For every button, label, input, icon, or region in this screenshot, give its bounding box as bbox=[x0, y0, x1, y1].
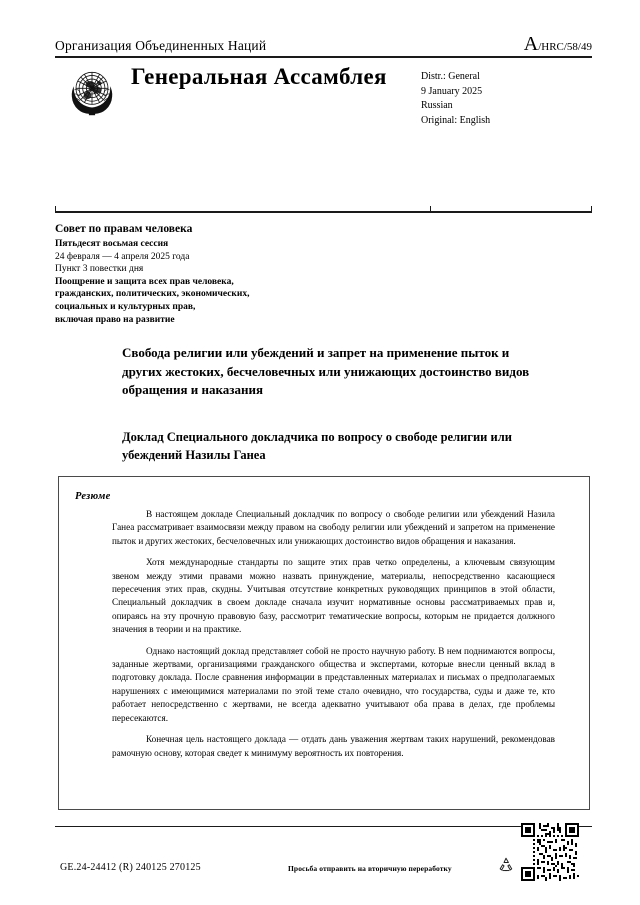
report-main-title: Свобода религии или убеждений и запрет на применение пыток и других жестоких, бесчеловечных или унижающих достоинство видов обращения и наказания bbox=[122, 345, 530, 397]
distribution-type: Distr.: General bbox=[421, 71, 480, 82]
agenda-item: Пункт 3 повестки дня bbox=[55, 264, 144, 275]
un-emblem-icon bbox=[61, 64, 123, 122]
summary-paragraph-1: В настоящем докладе Специальный докладчик по вопросу о свободе религии или убеждений Назила Ганеа рассматривает взаимосвязи между правом на свободу религии или убеждений и запретом на применение пыток и других жестоких, бесчеловечных или унижающих достоинство видов обращения и наказания. bbox=[112, 509, 555, 546]
session-dates: 24 февраля — 4 апреля 2025 года bbox=[55, 251, 190, 262]
session-divider bbox=[55, 211, 592, 213]
distribution-original: Original: English bbox=[421, 114, 491, 126]
distribution-language: Russian bbox=[421, 100, 453, 111]
distribution-date: 9 January 2025 bbox=[421, 85, 483, 97]
council-name: Совет по правам человека bbox=[55, 223, 193, 235]
document-symbol bbox=[524, 34, 592, 54]
masthead bbox=[55, 34, 592, 140]
summary-paragraph-4: Конечная цель настоящего доклада — отдать дань уважения жертвам таких нарушений, рекомендовав рамочную основу, которая сведет к минимуму вероятность их повторения. bbox=[112, 734, 555, 758]
summary-label: Резюме bbox=[75, 491, 111, 502]
agenda-line-4: включая право на развитие bbox=[55, 314, 175, 325]
document-symbol-rest: /HRC/58/49 bbox=[538, 41, 592, 53]
masthead-body bbox=[55, 58, 592, 140]
agenda-line-3: социальных и культурных прав, bbox=[55, 301, 196, 312]
recycle-icon bbox=[497, 856, 515, 874]
report-sub-title: Доклад Специального докладчика по вопросу о свободе религии или убеждений Назилы Ганеа bbox=[122, 430, 512, 462]
summary-body bbox=[112, 508, 555, 760]
document-symbol-prefix: A bbox=[523, 33, 539, 55]
footer-document-code: GE.24-24412 (R) 240125 270125 bbox=[60, 862, 201, 873]
session-number: Пятьдесят восьмая сессия bbox=[55, 239, 169, 249]
footer-recycle-text: Просьба отправить на вторичную переработку bbox=[288, 864, 452, 873]
summary-paragraph-3: Однако настоящий доклад представляет собой не просто научную работу. В нем поднимаются вопросы, заданные жертвами, организациями гражданского общества и экспертами, которые внесли ценный вклад в подготовку доклада. После сравнения информации в представленных материалах и письмах о предполагаемых нарушениях с имеющимися материалами по этой теме стало очевидно, что государства, суды и даже те, кто работает непосредственно с жертвами, не всегда адекватно учитывают оба права в делах, где проблемы пересекаются. bbox=[112, 645, 555, 723]
summary-box bbox=[58, 476, 590, 810]
masthead-top-row bbox=[55, 34, 592, 56]
session-info bbox=[55, 222, 475, 326]
agenda-line-1: Поощрение и защита всех прав человека, bbox=[55, 276, 234, 287]
assembly-title: Генеральная Ассамблея bbox=[131, 64, 387, 89]
organization-name: Организация Объединенных Наций bbox=[55, 38, 267, 53]
footer-divider bbox=[55, 826, 592, 827]
qr-code bbox=[521, 823, 579, 881]
summary-paragraph-2: Хотя международные стандарты по защите этих прав четко определены, а ключевым связующим звеном между этими правами можно назвать принуждение, материалы, непосредственно касающиеся пересечения этих прав, скудны. Учитывая отсутствие конкретных руководящих принципов в этой области, Специальный докладчик в своем докладе сначала изучит нормативные основы рассматриваемых прав и, опираясь на эту прочную правовую базу, рассмотрит тематические вопросы, которым не придается должного значения в теории и на практике. bbox=[112, 557, 555, 635]
distribution-block bbox=[421, 70, 490, 128]
agenda-line-2: гражданских, политических, экономических, bbox=[55, 289, 250, 300]
